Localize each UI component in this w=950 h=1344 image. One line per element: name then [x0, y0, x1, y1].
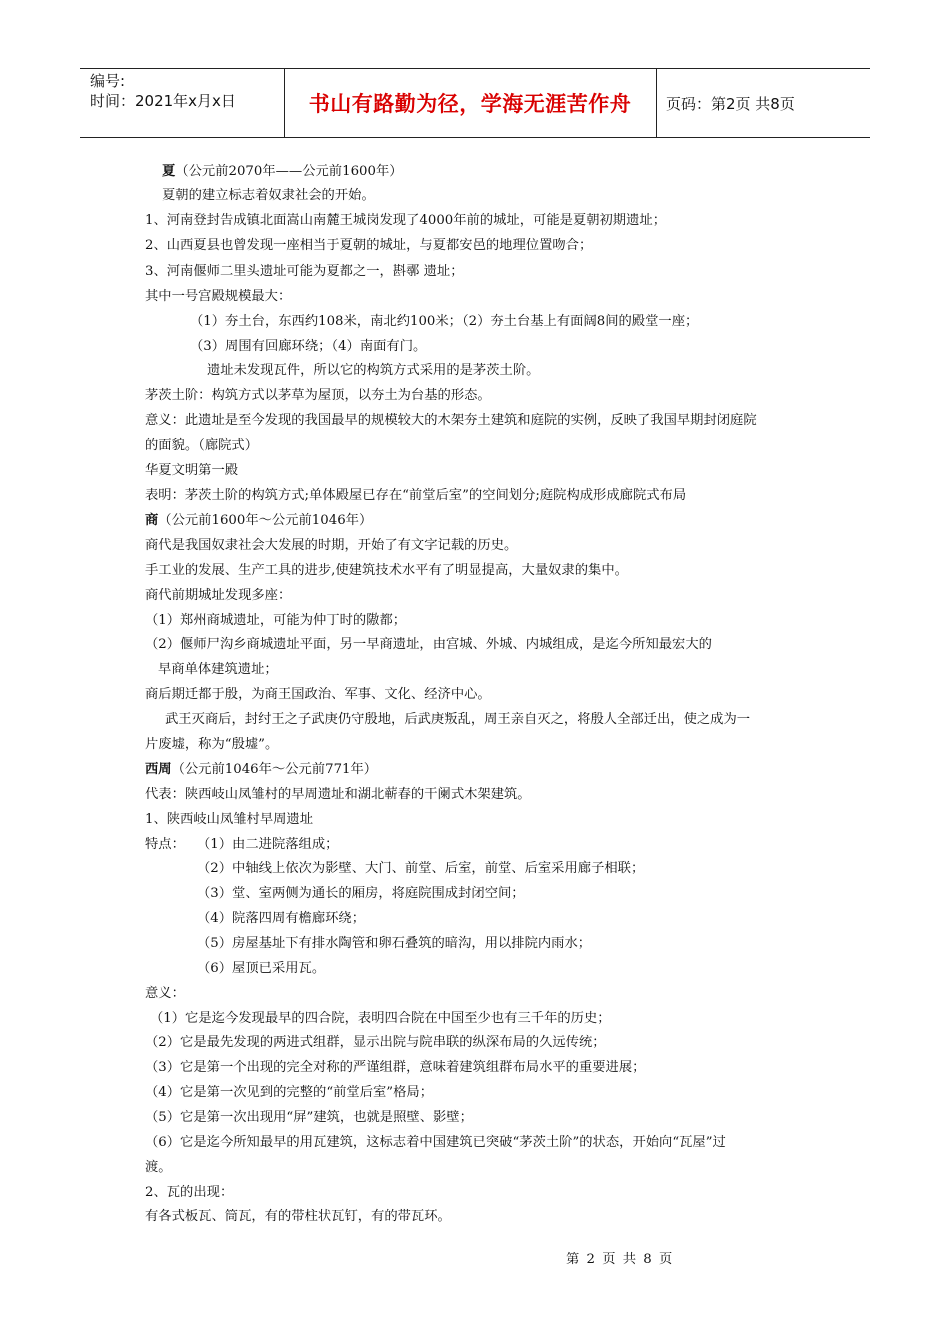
paragraph-line: （1）夯土台，东西约108米，南北约100米；（2）夯土台基上有面阔8间的殿堂一座； — [190, 314, 699, 329]
paragraph-line: （5）它是第一次出现用“屏”建筑，也就是照壁、影壁； — [145, 1110, 473, 1125]
date-label: 时间：2021年x月x日 — [90, 92, 236, 110]
shang-title: 商 — [145, 513, 159, 528]
paragraph-line: 意义：此遗址是至今发现的我国最早的规模较大的木架夯土建筑和庭院的实例，反映了我国早期封闭庭院 — [145, 413, 757, 428]
paragraph-line: 其中一号宫殿规模最大： — [145, 289, 292, 304]
paragraph-line: （4）它是第一次见到的完整的“前堂后室”格局； — [145, 1085, 433, 1100]
paragraph-line: 商代是我国奴隶社会大发展的时期，开始了有文字记载的历史。 — [145, 538, 518, 553]
paragraph-line: 手工业的发展、生产工具的进步,使建筑技术水平有了明显提高，大量奴隶的集中。 — [145, 563, 628, 578]
paragraph-line: 商后期迁都于殷，为商王国政治、军事、文化、经济中心。 — [145, 687, 491, 702]
header-page-info: 页码：第2页 共8页 — [666, 94, 795, 113]
paragraph-line: （1）由二进院落组成； — [197, 837, 339, 852]
features-label: 特点： — [145, 837, 185, 852]
header-motto: 书山有路勤为径，学海无涯苦作舟 — [308, 92, 632, 116]
paragraph-line: 夏朝的建立标志着奴隶社会的开始。 — [162, 188, 375, 203]
paragraph-line: （3）堂、室两侧为通长的厢房，将庭院围成封闭空间； — [197, 886, 525, 901]
paragraph-line: 遗址未发现瓦件，所以它的构筑方式采用的是茅茨土阶。 — [207, 363, 540, 378]
paragraph-line: 商代前期城址发现多座： — [145, 588, 292, 603]
paragraph-line: 片废墟，称为“殷墟”。 — [145, 737, 279, 752]
paragraph-line: 3、河南偃师二里头遗址可能为夏都之一，斟鄩 遗址； — [145, 264, 464, 279]
section-heading-xia — [162, 163, 403, 181]
paragraph-line: 2、山西夏县也曾发现一座相当于夏朝的城址，与夏都安邑的地理位置吻合； — [145, 238, 593, 253]
paragraph-line: 茅茨土阶：构筑方式以茅草为屋顶，以夯土为台基的形态。 — [145, 388, 491, 403]
paragraph-line: 的面貌。（廊院式） — [145, 438, 259, 453]
paragraph-line: （5）房屋基址下有排水陶管和卵石叠筑的暗沟，用以排院内雨水； — [197, 936, 592, 951]
section-heading-shang — [145, 512, 372, 530]
shang-period: （公元前1600年～公元前1046年） — [158, 513, 373, 528]
paragraph-line: （2）它是最先发现的两进式组群，显示出院与院串联的纵深布局的久远传统； — [145, 1035, 606, 1050]
paragraph-line: （1）郑州商城遗址，可能为仲丁时的隞都； — [145, 613, 407, 628]
paragraph-line: 2、瓦的出现： — [145, 1185, 234, 1200]
paragraph-line: （2）中轴线上依次为影壁、大门、前堂、后室，前堂、后室采用廊子相联； — [197, 861, 645, 876]
paragraph-line: （2）偃师尸沟乡商城遗址平面，另一早商遗址，由宫城、外城、内城组成，是迄今所知最宏大的 — [145, 637, 712, 652]
id-label: 编号: — [90, 72, 126, 90]
paragraph-line: （6）屋顶已采用瓦。 — [197, 961, 326, 976]
page-footer: 第 2 页 共 8 页 — [566, 1252, 673, 1267]
paragraph-line: 代表：陕西岐山凤雏村的早周遗址和湖北蕲春的干阑式木架建筑。 — [145, 787, 531, 802]
paragraph-line: （3）周围有回廊环绕；（4）南面有门。 — [190, 339, 427, 354]
xizhou-title: 西周 — [145, 762, 172, 777]
paragraph-line: 渡。 — [145, 1160, 172, 1175]
paragraph-line: 武王灭商后，封纣王之子武庚仍守殷地，后武庚叛乱，周王亲自灭之，将殷人全部迁出，使之成为一 — [165, 712, 751, 727]
paragraph-line: 华夏文明第一殿 — [145, 463, 239, 478]
xizhou-period: （公元前1046年～公元前771年） — [171, 762, 378, 777]
paragraph-line: 早商单体建筑遗址； — [158, 662, 278, 677]
paragraph-line: 意义： — [145, 986, 185, 1001]
paragraph-line: （4）院落四周有檐廊环绕； — [197, 911, 366, 926]
paragraph-line: 表明：茅茨土阶的构筑方式;单体殿屋已存在“前堂后室”的空间划分;庭院构成形成廊院式布局 — [145, 488, 687, 503]
paragraph-line: （6）它是迄今所知最早的用瓦建筑，这标志着中国建筑已突破“茅茨土阶”的状态，开始向“瓦屋”过 — [145, 1135, 726, 1150]
section-heading-xizhou — [145, 761, 377, 779]
xia-title: 夏 — [162, 164, 176, 179]
xia-period: （公元前2070年——公元前1600年） — [175, 164, 403, 179]
paragraph-line: （3）它是第一个出现的完全对称的严谨组群，意味着建筑组群布局水平的重要进展； — [145, 1060, 646, 1075]
paragraph-line: 有各式板瓦、筒瓦，有的带柱状瓦钉，有的带瓦环。 — [145, 1209, 451, 1224]
paragraph-line: 1、河南登封告成镇北面嵩山南麓王城岗发现了4000年前的城址，可能是夏朝初期遗址； — [145, 213, 666, 228]
paragraph-line: 1、陕西岐山凤雏村早周遗址 — [145, 812, 314, 827]
paragraph-line: （1）它是迄今发现最早的四合院，表明四合院在中国至少也有三千年的历史； — [150, 1011, 611, 1026]
